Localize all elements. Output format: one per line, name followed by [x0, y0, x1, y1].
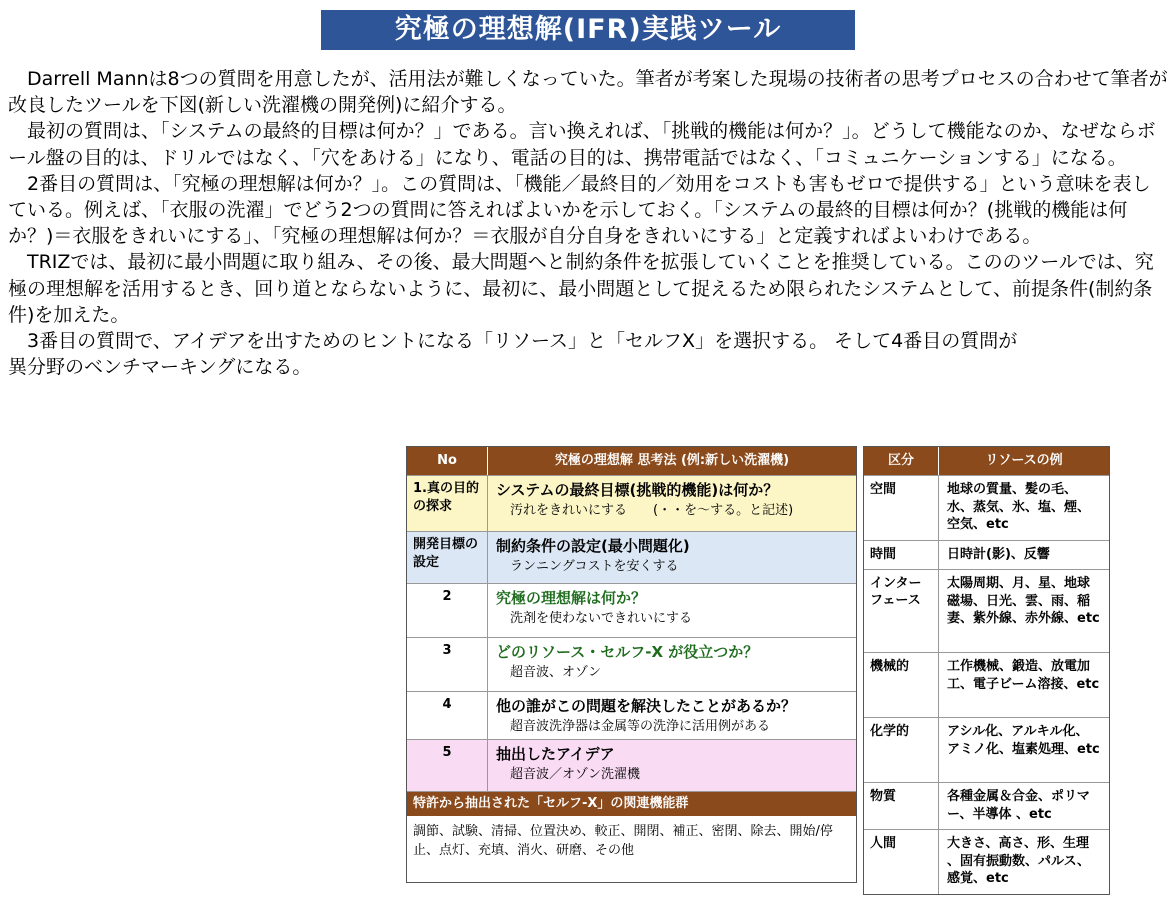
resource-examples: 各種金属＆合金、ポリマー、半導体 、etc: [947, 789, 1090, 822]
row-answer: 超音波／オゾン洗濯機: [510, 767, 641, 782]
page-title: 究極の理想解(IFR)実践ツール: [321, 10, 855, 50]
header-no: No: [407, 447, 488, 475]
method-table-header: [407, 447, 856, 475]
paragraph: 2番目の質問は、「究極の理想解は何か？」。この質問は、「機能／最終目的／効用をコストも害もゼロで提供する」という意味を表している。例えば、「衣服の洗濯」でどう2つの質問に答えればよいかを示しておく。「システムの最終的目標は何か？(挑戦的機能は何か？)＝衣服をきれいにする」、「究極の理想解は何か？＝衣服が自分自身をきれいにする」と定義すればよいわけである。: [8, 172, 1151, 248]
body-text: [8, 66, 1168, 380]
resource-category: インターフェース: [864, 570, 939, 652]
header-examples: リソースの例: [985, 453, 1063, 468]
row-answer: 洗剤を使わないできれいにする: [510, 611, 693, 626]
resource-examples: 工作機械、鍛造、放電加工、電子ビーム溶接、etc: [947, 659, 1100, 692]
row-content: [488, 584, 856, 637]
resource-examples: 太陽周期、月、星、地球磁場、日光、雲、雨、稲妻、紫外線、赤外線、etc: [947, 576, 1100, 626]
table-row: [407, 637, 856, 691]
row-no: 4: [407, 692, 488, 739]
table-row: [864, 569, 1109, 652]
table-row: [864, 829, 1109, 894]
table-row: [864, 475, 1109, 540]
self-x-band: 特許から抽出された「セルフ-X」の関連機能群: [407, 791, 856, 816]
table-row: [407, 739, 856, 791]
table-row: [864, 540, 1109, 569]
row-content: [488, 638, 856, 691]
row-question: 制約条件の設定(最小問題化): [496, 537, 690, 555]
resource-category: 機械的: [864, 653, 939, 717]
table-row: [407, 475, 856, 531]
resource-examples: 大きさ、高さ、形、生理 、固有振動数、パルス、感覚、etc: [947, 836, 1091, 886]
paragraph: 異分野のベンチマーキングになる。: [8, 356, 312, 379]
row-question: 究極の理想解は何か？: [496, 589, 647, 607]
paragraph: TRIZでは、最初に最小問題に取り組み、その後、最大問題へと制約条件を拡張していくことを推奨している。こののツールでは、究極の理想解を活用するとき、回り道とならないように、最初に、最小問題として捉えるため限られたシステムとして、前提条件(制約条件)を加えた。: [8, 251, 1154, 326]
paragraph: 3番目の質問で、アイデアを出すためのヒントになる「リソース」と「セルフX」を選択する。 そして4番目の質問が: [27, 330, 1018, 353]
resource-category: 空間: [864, 476, 939, 540]
resource-category: 化学的: [864, 718, 939, 782]
paragraph: Darrell Mannは8つの質問を用意したが、活用法が難しくなっていた。筆者が考案した現場の技術者の思考プロセスの合わせて筆者が改良したツールを下図(新しい洗濯機の開発例)に紹介する。: [8, 68, 1168, 117]
resource-examples: 日時計(影)、反響: [947, 547, 1050, 562]
row-answer: 汚れをきれいにする (・・を～する。と記述): [510, 503, 794, 518]
row-content: [488, 692, 856, 739]
row-content: [488, 532, 856, 583]
self-x-functions: 調節、試験、清掃、位置決め、較正、開閉、補正、密閉、除去、開始/停止、点灯、充填、消火、研磨、その他: [413, 824, 833, 858]
resource-category: 時間: [864, 541, 939, 569]
table-row: [864, 717, 1109, 782]
resource-category: 物質: [864, 783, 939, 829]
row-no: 1.真の目的の探求: [407, 476, 488, 531]
header-category: 区分: [864, 447, 939, 475]
table-row: [407, 691, 856, 739]
row-question: システムの最終目標(挑戦的機能)は何か？: [496, 481, 779, 499]
header-content: 究極の理想解 思考法 (例:新しい洗濯機): [554, 453, 790, 468]
row-question: 他の誰がこの問題を解決したことがあるか？: [496, 697, 797, 715]
row-question: どのリソース・セルフ-X が役立つか？: [496, 643, 759, 661]
resource-category: 人間: [864, 830, 939, 894]
table-row: [864, 652, 1109, 717]
table-row: [407, 531, 856, 583]
row-answer: ランニングコストを安くする: [510, 559, 679, 574]
row-question: 抽出したアイデア: [496, 745, 615, 763]
row-no: 2: [407, 584, 488, 637]
resource-table-header: [864, 447, 1109, 475]
row-no: 5: [407, 740, 488, 791]
row-content: [488, 740, 856, 791]
table-row: [407, 583, 856, 637]
resource-examples: 地球の質量、髪の毛、水、蒸気、氷、塩、煙、空気、etc: [947, 482, 1091, 532]
row-answer: 超音波、オゾン: [510, 665, 602, 680]
table-row: [864, 782, 1109, 829]
resource-table: [863, 446, 1110, 895]
resource-examples: アシル化、アルキル化、アミノ化、塩素処理、etc: [947, 724, 1100, 757]
row-no: 3: [407, 638, 488, 691]
paragraph: 最初の質問は、「システムの最終的目標は何か？」である。言い換えれば、「挑戦的機能は何か？」。どうして機能なのか、なぜならボール盤の目的は、ドリルではなく、「穴をあける」になり、電話の目的は、携帯電話ではなく、「コミュニケーションする」になる。: [8, 120, 1156, 169]
ifr-method-table: [406, 446, 857, 883]
row-content: [488, 476, 856, 531]
row-no: 開発目標の設定: [407, 532, 488, 583]
row-answer: 超音波洗浄器は金属等の洗浄に活用例がある: [510, 719, 771, 734]
